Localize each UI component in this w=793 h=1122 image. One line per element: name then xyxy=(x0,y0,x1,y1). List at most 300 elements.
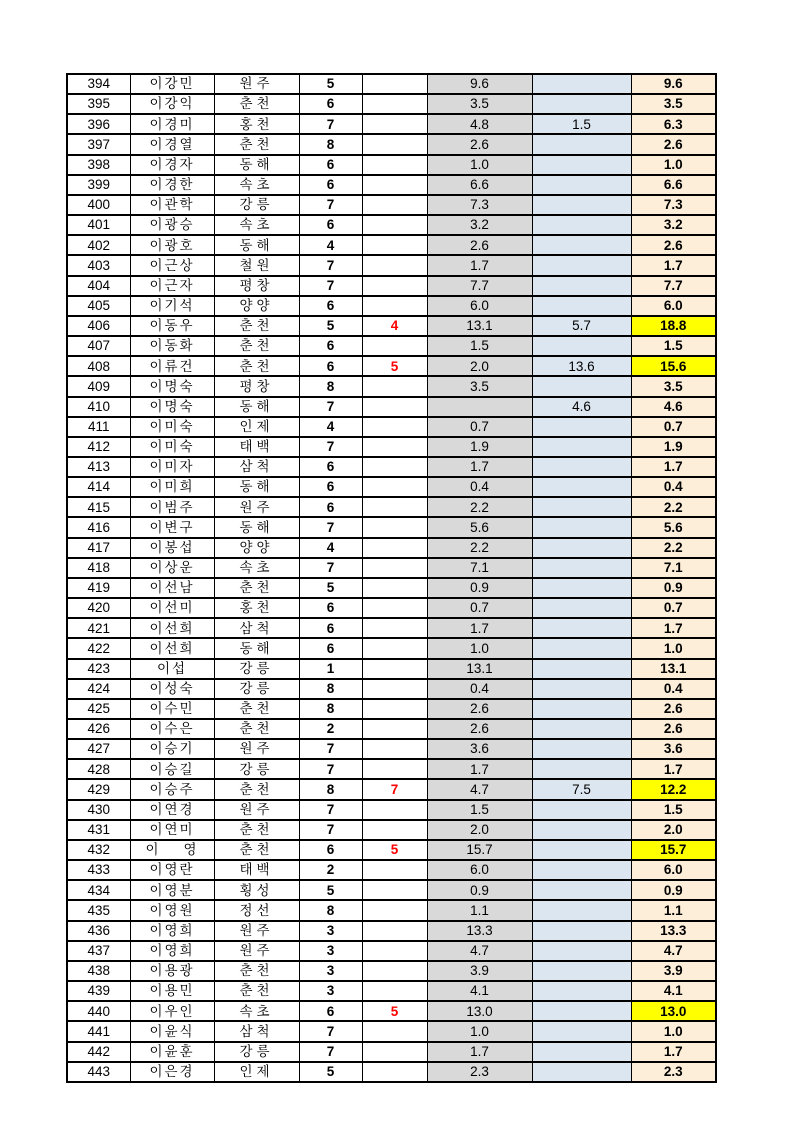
cell-no: 414 xyxy=(67,477,130,497)
table-row xyxy=(67,598,716,618)
table-row xyxy=(67,417,716,437)
cell-grade: 8 xyxy=(299,900,362,920)
cell-extra xyxy=(532,860,631,880)
cell-grade: 6 xyxy=(299,1001,362,1021)
cell-base: 13.0 xyxy=(427,1001,532,1021)
cell-mark xyxy=(362,417,427,437)
cell-grade: 5 xyxy=(299,74,362,94)
cell-no: 394 xyxy=(67,74,130,94)
cell-name: 이강민 xyxy=(130,74,214,94)
cell-no: 400 xyxy=(67,195,130,215)
cell-extra xyxy=(532,74,631,94)
cell-region: 춘천 xyxy=(214,779,299,799)
cell-no: 433 xyxy=(67,860,130,880)
cell-extra xyxy=(532,175,631,195)
cell-region: 속초 xyxy=(214,1001,299,1021)
cell-region: 춘천 xyxy=(214,840,299,860)
cell-no: 407 xyxy=(67,336,130,356)
cell-total: 7.3 xyxy=(631,195,716,215)
cell-grade: 6 xyxy=(299,840,362,860)
cell-extra xyxy=(532,699,631,719)
cell-total: 0.4 xyxy=(631,477,716,497)
cell-region: 원주 xyxy=(214,74,299,94)
cell-no: 406 xyxy=(67,316,130,336)
cell-mark: 4 xyxy=(362,316,427,336)
cell-base: 15.7 xyxy=(427,840,532,860)
cell-no: 426 xyxy=(67,719,130,739)
roster-score-table xyxy=(66,73,717,1083)
cell-grade: 7 xyxy=(299,397,362,417)
cell-total: 13.3 xyxy=(631,921,716,941)
cell-grade: 6 xyxy=(299,598,362,618)
cell-no: 408 xyxy=(67,356,130,376)
cell-no: 417 xyxy=(67,538,130,558)
table-row xyxy=(67,840,716,860)
cell-region: 동해 xyxy=(214,397,299,417)
table-row xyxy=(67,800,716,820)
cell-extra xyxy=(532,558,631,578)
cell-name: 이미희 xyxy=(130,477,214,497)
cell-region: 춘천 xyxy=(214,94,299,114)
cell-name: 이상운 xyxy=(130,558,214,578)
cell-total: 3.5 xyxy=(631,376,716,396)
cell-region: 홍천 xyxy=(214,114,299,134)
cell-mark xyxy=(362,255,427,275)
cell-name: 이명숙 xyxy=(130,376,214,396)
cell-mark xyxy=(362,699,427,719)
cell-grade: 7 xyxy=(299,114,362,134)
cell-name: 이연미 xyxy=(130,820,214,840)
cell-extra xyxy=(532,1062,631,1082)
table-row xyxy=(67,477,716,497)
cell-name: 이경미 xyxy=(130,114,214,134)
cell-total: 13.0 xyxy=(631,1001,716,1021)
table-row xyxy=(67,1062,716,1082)
table-row xyxy=(67,497,716,517)
cell-base: 1.0 xyxy=(427,638,532,658)
cell-total: 3.9 xyxy=(631,961,716,981)
cell-no: 430 xyxy=(67,800,130,820)
table-row xyxy=(67,316,716,336)
cell-region: 동해 xyxy=(214,477,299,497)
cell-base: 1.0 xyxy=(427,1021,532,1041)
table-row xyxy=(67,457,716,477)
cell-grade: 6 xyxy=(299,477,362,497)
cell-name: 이근자 xyxy=(130,276,214,296)
cell-region: 삼척 xyxy=(214,1021,299,1041)
cell-name: 이용민 xyxy=(130,981,214,1001)
cell-mark xyxy=(362,437,427,457)
cell-base: 2.2 xyxy=(427,538,532,558)
table-row xyxy=(67,94,716,114)
table-row xyxy=(67,820,716,840)
cell-mark xyxy=(362,376,427,396)
cell-mark xyxy=(362,215,427,235)
cell-name: 이선희 xyxy=(130,618,214,638)
table-row xyxy=(67,1042,716,1062)
cell-no: 439 xyxy=(67,981,130,1001)
table-row xyxy=(67,397,716,417)
cell-region: 춘천 xyxy=(214,578,299,598)
cell-base: 0.9 xyxy=(427,880,532,900)
cell-name: 이영원 xyxy=(130,900,214,920)
cell-grade: 7 xyxy=(299,276,362,296)
cell-mark xyxy=(362,195,427,215)
cell-mark: 5 xyxy=(362,840,427,860)
cell-total: 6.0 xyxy=(631,296,716,316)
cell-name: 이선희 xyxy=(130,638,214,658)
cell-base: 6.0 xyxy=(427,860,532,880)
cell-name: 이연경 xyxy=(130,800,214,820)
cell-total: 1.0 xyxy=(631,155,716,175)
cell-total: 2.3 xyxy=(631,1062,716,1082)
cell-name: 이 영 xyxy=(130,840,214,860)
cell-mark xyxy=(362,618,427,638)
cell-name: 이경열 xyxy=(130,134,214,154)
cell-base: 4.8 xyxy=(427,114,532,134)
cell-extra xyxy=(532,659,631,679)
cell-mark xyxy=(362,296,427,316)
cell-no: 419 xyxy=(67,578,130,598)
cell-extra xyxy=(532,880,631,900)
table-row xyxy=(67,296,716,316)
cell-no: 442 xyxy=(67,1042,130,1062)
cell-total: 1.7 xyxy=(631,618,716,638)
table-row xyxy=(67,699,716,719)
table-row xyxy=(67,356,716,376)
cell-total: 2.6 xyxy=(631,699,716,719)
cell-grade: 6 xyxy=(299,638,362,658)
table-row xyxy=(67,255,716,275)
cell-grade: 5 xyxy=(299,1062,362,1082)
table-row xyxy=(67,719,716,739)
table-row xyxy=(67,437,716,457)
cell-grade: 8 xyxy=(299,134,362,154)
cell-total: 13.1 xyxy=(631,659,716,679)
cell-extra xyxy=(532,1001,631,1021)
table-row xyxy=(67,336,716,356)
cell-region: 태백 xyxy=(214,437,299,457)
cell-name: 이강익 xyxy=(130,94,214,114)
cell-no: 398 xyxy=(67,155,130,175)
table-row xyxy=(67,578,716,598)
cell-extra xyxy=(532,800,631,820)
cell-base: 7.7 xyxy=(427,276,532,296)
table-row xyxy=(67,74,716,94)
cell-region: 원주 xyxy=(214,941,299,961)
cell-grade: 5 xyxy=(299,578,362,598)
cell-extra xyxy=(532,921,631,941)
cell-extra xyxy=(532,739,631,759)
cell-region: 평창 xyxy=(214,276,299,296)
cell-extra xyxy=(532,517,631,537)
cell-region: 강릉 xyxy=(214,679,299,699)
cell-name: 이미자 xyxy=(130,457,214,477)
table-row xyxy=(67,779,716,799)
cell-mark xyxy=(362,900,427,920)
cell-name: 이수민 xyxy=(130,699,214,719)
cell-region: 태백 xyxy=(214,860,299,880)
cell-extra xyxy=(532,134,631,154)
cell-extra xyxy=(532,900,631,920)
cell-name: 이미숙 xyxy=(130,417,214,437)
cell-name: 이우인 xyxy=(130,1001,214,1021)
cell-base: 3.9 xyxy=(427,961,532,981)
cell-total: 1.7 xyxy=(631,759,716,779)
cell-mark xyxy=(362,155,427,175)
cell-mark xyxy=(362,175,427,195)
cell-total: 7.7 xyxy=(631,276,716,296)
cell-extra xyxy=(532,376,631,396)
table-row xyxy=(67,134,716,154)
cell-grade: 6 xyxy=(299,336,362,356)
cell-name: 이영분 xyxy=(130,880,214,900)
cell-base: 4.7 xyxy=(427,779,532,799)
cell-no: 411 xyxy=(67,417,130,437)
cell-no: 441 xyxy=(67,1021,130,1041)
cell-name: 이미숙 xyxy=(130,437,214,457)
cell-base: 1.9 xyxy=(427,437,532,457)
cell-extra xyxy=(532,497,631,517)
cell-no: 402 xyxy=(67,235,130,255)
cell-total: 12.2 xyxy=(631,779,716,799)
cell-no: 443 xyxy=(67,1062,130,1082)
cell-extra xyxy=(532,336,631,356)
cell-no: 404 xyxy=(67,276,130,296)
cell-total: 15.7 xyxy=(631,840,716,860)
cell-region: 춘천 xyxy=(214,820,299,840)
cell-mark xyxy=(362,134,427,154)
cell-region: 춘천 xyxy=(214,699,299,719)
cell-no: 428 xyxy=(67,759,130,779)
cell-total: 4.6 xyxy=(631,397,716,417)
cell-total: 1.7 xyxy=(631,457,716,477)
cell-region: 인제 xyxy=(214,1062,299,1082)
cell-name: 이동화 xyxy=(130,336,214,356)
cell-region: 춘천 xyxy=(214,134,299,154)
cell-total: 2.6 xyxy=(631,719,716,739)
cell-total: 6.3 xyxy=(631,114,716,134)
cell-extra: 4.6 xyxy=(532,397,631,417)
cell-region: 원주 xyxy=(214,800,299,820)
cell-extra: 5.7 xyxy=(532,316,631,336)
table-row xyxy=(67,941,716,961)
cell-grade: 5 xyxy=(299,880,362,900)
cell-no: 410 xyxy=(67,397,130,417)
cell-name: 이성숙 xyxy=(130,679,214,699)
cell-extra xyxy=(532,759,631,779)
cell-mark xyxy=(362,477,427,497)
cell-name: 이기석 xyxy=(130,296,214,316)
table-row xyxy=(67,215,716,235)
cell-region: 원주 xyxy=(214,739,299,759)
cell-total: 7.1 xyxy=(631,558,716,578)
cell-base: 3.6 xyxy=(427,739,532,759)
cell-region: 인제 xyxy=(214,417,299,437)
cell-total: 15.6 xyxy=(631,356,716,376)
cell-extra xyxy=(532,941,631,961)
cell-total: 9.6 xyxy=(631,74,716,94)
cell-grade: 6 xyxy=(299,155,362,175)
cell-mark: 7 xyxy=(362,779,427,799)
table-row xyxy=(67,880,716,900)
cell-grade: 2 xyxy=(299,719,362,739)
cell-name: 이경한 xyxy=(130,175,214,195)
cell-name: 이관학 xyxy=(130,195,214,215)
cell-no: 420 xyxy=(67,598,130,618)
cell-region: 동해 xyxy=(214,155,299,175)
cell-base: 0.4 xyxy=(427,679,532,699)
cell-region: 원주 xyxy=(214,497,299,517)
cell-extra xyxy=(532,538,631,558)
cell-grade: 3 xyxy=(299,961,362,981)
cell-total: 3.6 xyxy=(631,739,716,759)
cell-region: 정선 xyxy=(214,900,299,920)
table-row xyxy=(67,517,716,537)
table-row xyxy=(67,558,716,578)
cell-no: 429 xyxy=(67,779,130,799)
cell-base: 2.2 xyxy=(427,497,532,517)
cell-total: 1.0 xyxy=(631,1021,716,1041)
table-row xyxy=(67,155,716,175)
cell-extra xyxy=(532,94,631,114)
cell-extra xyxy=(532,820,631,840)
cell-total: 2.0 xyxy=(631,820,716,840)
cell-grade: 7 xyxy=(299,558,362,578)
cell-name: 이봉섭 xyxy=(130,538,214,558)
cell-extra xyxy=(532,457,631,477)
cell-region: 홍천 xyxy=(214,598,299,618)
cell-base: 6.6 xyxy=(427,175,532,195)
cell-mark xyxy=(362,679,427,699)
cell-grade: 6 xyxy=(299,618,362,638)
table-row xyxy=(67,276,716,296)
cell-no: 418 xyxy=(67,558,130,578)
table-row xyxy=(67,961,716,981)
cell-region: 양양 xyxy=(214,296,299,316)
cell-base: 1.5 xyxy=(427,800,532,820)
cell-extra xyxy=(532,981,631,1001)
cell-region: 춘천 xyxy=(214,356,299,376)
cell-name: 이선남 xyxy=(130,578,214,598)
cell-extra xyxy=(532,235,631,255)
cell-name: 이수은 xyxy=(130,719,214,739)
cell-grade: 6 xyxy=(299,497,362,517)
cell-base: 6.0 xyxy=(427,296,532,316)
cell-grade: 8 xyxy=(299,679,362,699)
cell-mark xyxy=(362,1042,427,1062)
table-row xyxy=(67,759,716,779)
cell-mark: 5 xyxy=(362,356,427,376)
cell-mark xyxy=(362,397,427,417)
cell-grade: 4 xyxy=(299,417,362,437)
cell-no: 421 xyxy=(67,618,130,638)
cell-name: 이광호 xyxy=(130,235,214,255)
cell-total: 1.5 xyxy=(631,336,716,356)
cell-base: 0.7 xyxy=(427,598,532,618)
cell-total: 1.7 xyxy=(631,255,716,275)
cell-extra xyxy=(532,578,631,598)
cell-extra xyxy=(532,1021,631,1041)
cell-grade: 7 xyxy=(299,517,362,537)
cell-total: 1.1 xyxy=(631,900,716,920)
cell-grade: 6 xyxy=(299,356,362,376)
cell-no: 401 xyxy=(67,215,130,235)
cell-extra xyxy=(532,215,631,235)
cell-total: 0.9 xyxy=(631,880,716,900)
cell-grade: 8 xyxy=(299,376,362,396)
cell-no: 434 xyxy=(67,880,130,900)
table-row xyxy=(67,860,716,880)
cell-mark xyxy=(362,659,427,679)
cell-extra xyxy=(532,961,631,981)
cell-region: 동해 xyxy=(214,235,299,255)
cell-no: 395 xyxy=(67,94,130,114)
cell-name: 이명숙 xyxy=(130,397,214,417)
cell-total: 3.2 xyxy=(631,215,716,235)
cell-mark xyxy=(362,578,427,598)
cell-no: 431 xyxy=(67,820,130,840)
cell-region: 철원 xyxy=(214,255,299,275)
cell-total: 1.7 xyxy=(631,1042,716,1062)
cell-name: 이용광 xyxy=(130,961,214,981)
cell-grade: 7 xyxy=(299,1042,362,1062)
cell-extra xyxy=(532,296,631,316)
cell-base: 13.3 xyxy=(427,921,532,941)
cell-no: 423 xyxy=(67,659,130,679)
table-row xyxy=(67,1021,716,1041)
cell-mark xyxy=(362,276,427,296)
cell-total: 0.7 xyxy=(631,417,716,437)
cell-extra xyxy=(532,477,631,497)
cell-no: 440 xyxy=(67,1001,130,1021)
cell-extra xyxy=(532,1042,631,1062)
cell-total: 0.7 xyxy=(631,598,716,618)
cell-extra xyxy=(532,618,631,638)
cell-region: 강릉 xyxy=(214,1042,299,1062)
cell-base: 5.6 xyxy=(427,517,532,537)
cell-base: 0.4 xyxy=(427,477,532,497)
cell-no: 413 xyxy=(67,457,130,477)
cell-mark xyxy=(362,1062,427,1082)
cell-region: 속초 xyxy=(214,175,299,195)
cell-no: 403 xyxy=(67,255,130,275)
cell-region: 강릉 xyxy=(214,195,299,215)
cell-mark xyxy=(362,497,427,517)
cell-mark xyxy=(362,860,427,880)
cell-region: 춘천 xyxy=(214,961,299,981)
cell-no: 438 xyxy=(67,961,130,981)
cell-base: 2.6 xyxy=(427,699,532,719)
cell-grade: 8 xyxy=(299,779,362,799)
cell-name: 이윤훈 xyxy=(130,1042,214,1062)
cell-base: 1.1 xyxy=(427,900,532,920)
table-row xyxy=(67,900,716,920)
cell-base: 1.7 xyxy=(427,759,532,779)
cell-mark xyxy=(362,719,427,739)
cell-base: 0.7 xyxy=(427,417,532,437)
cell-mark xyxy=(362,114,427,134)
cell-region: 속초 xyxy=(214,558,299,578)
table-row xyxy=(67,659,716,679)
cell-mark xyxy=(362,1021,427,1041)
cell-total: 0.4 xyxy=(631,679,716,699)
cell-base: 3.5 xyxy=(427,94,532,114)
cell-grade: 3 xyxy=(299,941,362,961)
cell-grade: 3 xyxy=(299,921,362,941)
cell-extra: 7.5 xyxy=(532,779,631,799)
cell-name: 이범주 xyxy=(130,497,214,517)
